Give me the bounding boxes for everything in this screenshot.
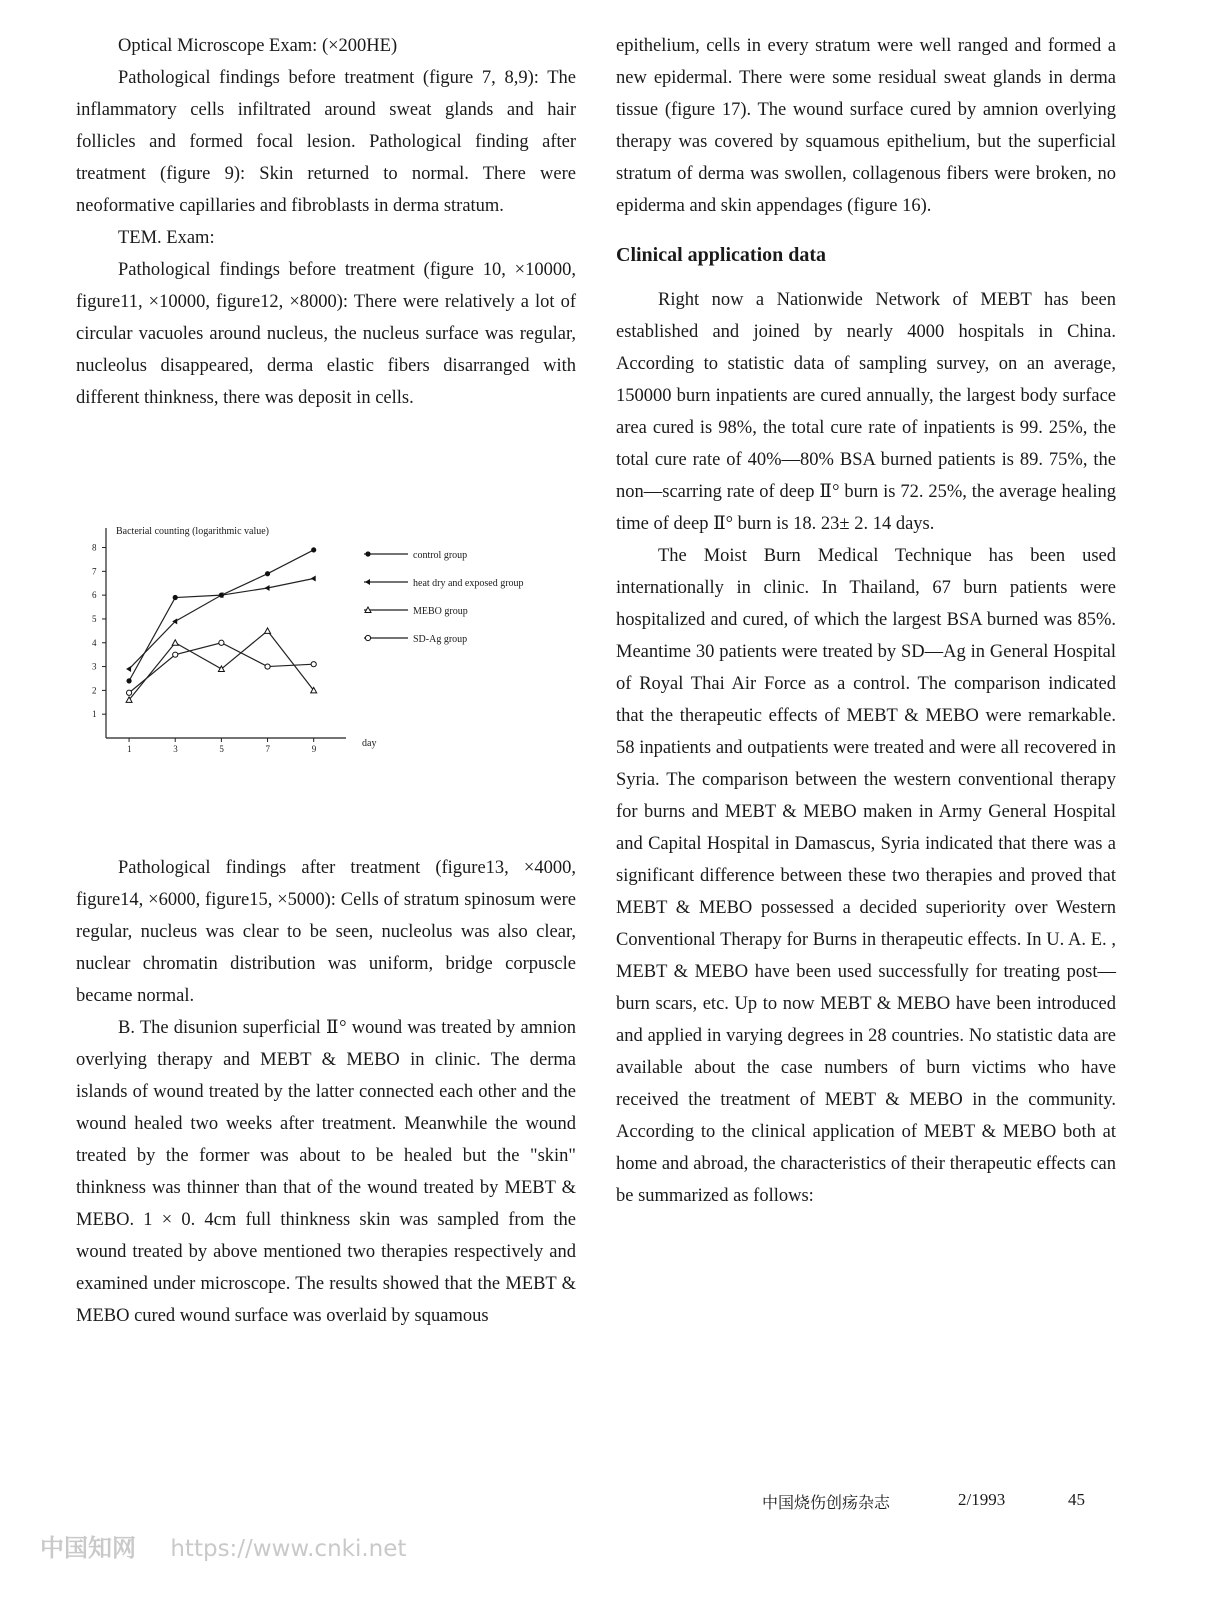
data-point	[311, 547, 316, 552]
data-point	[126, 666, 131, 672]
left-column	[76, 30, 576, 1332]
y-tick-label: 1	[92, 709, 97, 720]
data-point	[126, 678, 131, 683]
data-point	[126, 690, 131, 695]
legend-label: SD-Ag group	[413, 634, 468, 645]
paragraph: The Moist Burn Medical Technique has been used internationally in clinic. In Thailand, 67 burn patients were hospitalized and cured, of which the largest BSA burned was 85%. Meantime 30 patients were treated by SD—Ag in General Hospital of Royal Thai Air Force as a control. The comparison indicated that the therapeutic effects of MEBT & MEBO were remarkable. 58 inpatients and outpatients were treated and were all recovered in Syria. The comparison between the western conventional therapy for burns and MEBT & MEBO maken in Army General Hospital and Capital Hospital in Damascus, Syria indicated that there was a significant difference between these two therapies and proved that MEBT & MEBO possessed a decided superiority over Western Conventional Therapy for Burns in therapeutic effects. In U. A. E. , MEBT & MEBO have been used successfully for treating post—burn scars, etc. Up to now MEBT & MEBO have been introduced and applied in varying degrees in 28 countries. No statistic data are available about the case numbers of burn victims who have received the treatment of MEBT & MEBO in the community. According to the clinical application of MEBT & MEBO both at home and abroad, the characteristics of their therapeutic effects can be summarized as follows:	[616, 546, 1116, 1206]
y-tick-label: 8	[92, 542, 97, 553]
series-line	[129, 550, 314, 681]
x-tick-label: 9	[311, 744, 317, 754]
x-tick-label: 5	[219, 744, 224, 754]
paragraph: B. The disunion superficial Ⅱ° wound was treated by amnion overlying therapy and MEBT & MEBO in clinic. The derma islands of wound treated by the latter connected each other and the wound healed two weeks after treatment. Meanwhile the wound treated by the former was about to be healed but the "skin" thinkness was thinner than that of the wound treated by MEBT & MEBO. 1 × 0. 4cm full thinkness skin was sampled from the wound treated by above mentioned two therapies respectively and examined under microscope. The results showed that the MEBT & MEBO cured wound surface was overlaid by squamous	[76, 1018, 576, 1326]
watermark-brand: 中国知网	[40, 1534, 136, 1562]
y-tick-label: 7	[92, 566, 97, 577]
data-point	[173, 595, 178, 600]
legend-label: MEBO group	[413, 606, 468, 617]
y-tick-label: 2	[92, 685, 97, 696]
y-tick-label: 6	[92, 590, 97, 601]
data-point	[265, 664, 270, 669]
x-axis-label: day	[362, 738, 377, 749]
data-point	[172, 640, 178, 646]
data-point	[219, 640, 224, 645]
x-tick-label: 3	[173, 744, 178, 754]
paragraph: Optical Microscope Exam: (×200HE)	[118, 36, 398, 56]
legend-label: heat dry and exposed group	[413, 578, 524, 589]
cnki-watermark	[40, 1528, 432, 1563]
legend-marker	[365, 635, 370, 640]
right-column	[616, 30, 1116, 1212]
legend-label: control group	[413, 550, 468, 561]
paragraph: TEM. Exam:	[118, 228, 215, 248]
bacterial-counting-chart	[76, 518, 576, 768]
y-tick-label: 4	[92, 637, 97, 648]
journal-name: 中国烧伤创疡杂志	[762, 1493, 891, 1512]
y-axis-label: Bacterial counting (logarithmic value)	[116, 526, 269, 537]
paragraph: Pathological findings before treatment (figure 7, 8,9): The inflammatory cells infiltrated around sweat glands and hair follicles and formed focal lesion. Pathological finding after treatment (figure 9): Skin returned to normal. There were neoformative capillaries and fibroblasts in derma stratum.	[76, 68, 576, 216]
watermark-url: https://www.cnki.net	[170, 1536, 407, 1562]
paragraph: Right now a Nationwide Network of MEBT has been established and joined by nearly 4000 hospitals in China. According to statistic data of sampling survey, on an average, 150000 burn inpatients are cured annually, the largest body surface area cured is 98%, the total cure rate of inpatients is 99. 25%, the total cure rate of 40%—80% BSA burned patients is 89. 75%, the non—scarring rate of deep Ⅱ° burn is 72. 25%, the average healing time of deep Ⅱ° burn is 18. 23± 2. 14 days.	[616, 290, 1116, 534]
section-heading: Clinical application data	[616, 244, 827, 266]
data-point	[311, 662, 316, 667]
issue-number: 2/1993	[958, 1490, 1006, 1509]
paragraph: Pathological findings after treatment (figure13, ×4000, figure14, ×6000, figure15, ×5000): Cells of stratum spinosum were regular, nucleus was clear to be seen, nucleolus was also clear, nuclear chromatin distribution was uniform, bridge corpuscle became normal.	[76, 858, 576, 1006]
data-point	[265, 628, 271, 634]
data-point	[265, 571, 270, 576]
paragraph: Pathological findings before treatment (figure 10, ×10000, figure11, ×10000, figure12, ×8000): There were relatively a lot of circular vacuoles around nucleus, the nucleus surface was regular, nucleolus disappeared, derma elastic fibers disarranged with different thinkness, there was deposit in cells.	[76, 260, 576, 408]
legend-marker	[365, 579, 370, 585]
chart-svg	[76, 518, 576, 768]
legend-marker	[365, 551, 370, 556]
data-point	[265, 585, 270, 591]
page-number: 45	[1068, 1490, 1085, 1509]
paragraph: epithelium, cells in every stratum were well ranged and formed a new epidermal. There were some residual sweat glands in derma tissue (figure 17). The wound surface cured by amnion overlying therapy was covered by squamous epithelium, but the superficial stratum of derma was swollen, collagenous fibers were broken, no epiderma and skin appendages (figure 16).	[616, 36, 1116, 216]
y-tick-label: 3	[92, 661, 97, 672]
y-tick-label: 5	[92, 613, 97, 624]
data-point	[173, 652, 178, 657]
data-point	[311, 575, 316, 581]
x-tick-label: 1	[127, 744, 132, 754]
x-tick-label: 7	[265, 744, 271, 754]
